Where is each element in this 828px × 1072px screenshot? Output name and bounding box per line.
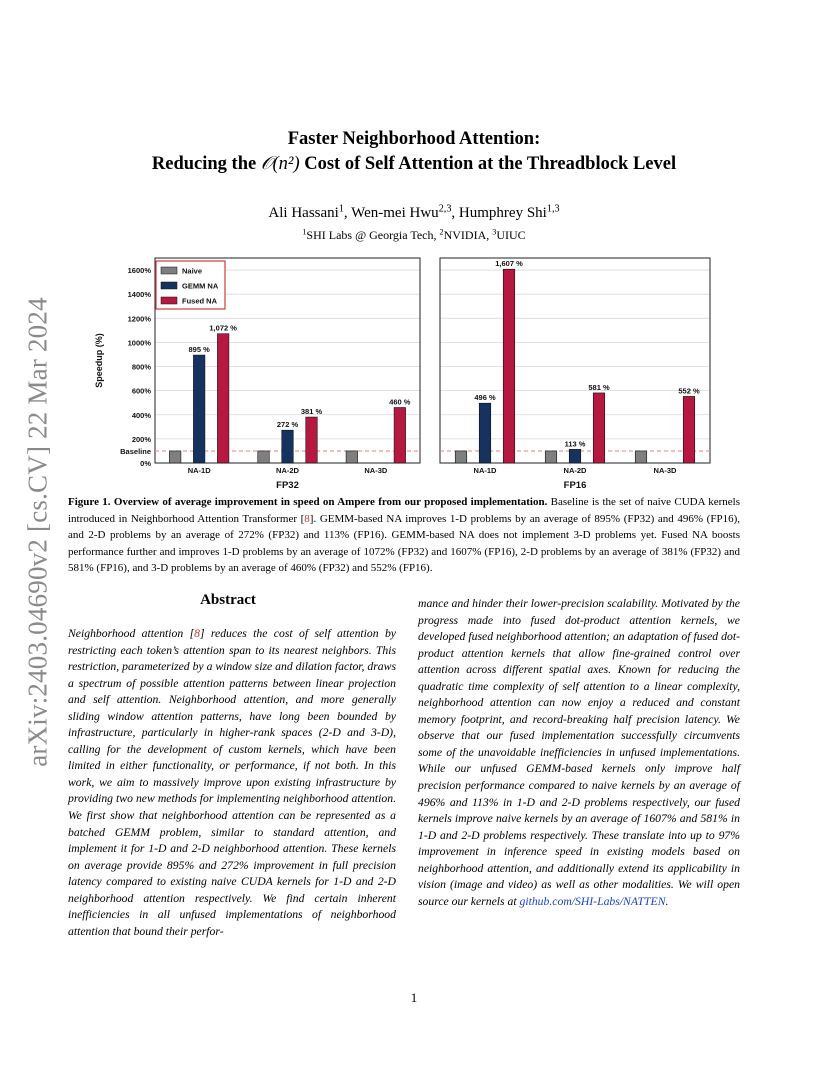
bar-naive: [169, 451, 181, 463]
y-tick-label: 1000%: [127, 338, 151, 348]
data-label: 272 %: [276, 420, 299, 430]
legend-swatch-gemm-na: [161, 282, 177, 289]
y-tick-label: 1400%: [127, 290, 151, 300]
bar-fused-na: [217, 334, 229, 463]
data-label: 496 %: [474, 393, 496, 403]
author-name: Wen-mei Hwu: [351, 205, 439, 221]
legend-swatch-naive: [161, 267, 177, 274]
affil-sup: 2: [439, 227, 444, 237]
abstract-right-column: [418, 596, 740, 910]
author-name: Ali Hassani: [268, 205, 339, 221]
data-label: 552 %: [678, 386, 700, 396]
arxiv-stamp-text: arXiv:2403.04690v2 [cs.CV] 22 Mar 2024: [22, 297, 53, 767]
author-name: Humphrey Shi: [458, 205, 547, 221]
x-tick-label: NA-3D: [653, 466, 677, 475]
abstract-text: mance and hinder their lower-precision scalability. Motivated by the progress made into fused dot-product attention kernels, we developed fused neighborhood attention; an adaptation of fused dot-product attention kernels that allow fine-grained control over attention across different spatial axes. Known for reducing the quadratic time complexity of self attention to a linear complexity, neighborhood attention can now enjoy a reduced and constant memory footprint, and record-breaking half precision latency. We observe that our fused implementation successfully circumvents some of the unavoidable inefficiencies in unfused implementations. While our unfused GEMM-based kernels only improve half precision performance compared to naive kernels by an average of 496% and 113% in 1-D and 2-D problems respectively, our fused kernels improve naive kernels by an average of 1607% and 581% in 1-D and 2-D problems respectively. These translate into up to 97% improvement in inference speed in existing models based on neighborhood attention, and additionally extend its applicability in vision (image and video) as well as other modalities. We will open source our kernels at: [418, 597, 740, 908]
abstract-text: .: [665, 894, 669, 908]
panel-title: FP32: [276, 480, 299, 491]
caption-text: Baseline is the set of naive CUDA kernels introduced in Neighborhood Attention Transformer [: [68, 496, 740, 525]
data-label: 1,072 %: [209, 323, 237, 333]
bar-naive: [545, 451, 557, 463]
data-label: 460 %: [389, 397, 411, 407]
bar-fused-na: [593, 393, 605, 463]
title-text-pre: Reducing the: [151, 154, 261, 174]
bar-fused-na: [306, 417, 318, 463]
paper-title-line-1: Faster Neighborhood Attention:: [287, 129, 541, 149]
abstract-left-column: [68, 626, 396, 940]
citation-link[interactable]: 8: [194, 627, 200, 640]
caption-text: ]. GEMM-based NA improves 1-D problems by an average of 895% (FP32) and 496% (FP16), and 2-D problems by an average of 272% (FP32) and 113% (FP16). GEMM-based NA does not implement 3-D problems yet. Fused NA boosts performance further and improves 1-D problems by an average of 1072% (FP32) and 1607% (FP16), 2-D problems by an average of 381% (FP32) and 581% (FP16), and 3-D problems by an average of 460% (FP32) and 552% (FP16).: [68, 512, 740, 574]
title-text-post: Cost of Self Attention at the Threadblock Level: [299, 154, 677, 174]
github-link[interactable]: github.com/SHI-Labs/NATTEN: [519, 894, 666, 908]
affil-sup: 3: [492, 227, 497, 237]
abstract-text: ] reduces the cost of self attention by restricting each token’s attention span to its nearest neighbors. This restriction, parameterized by a window size and dilation factor, draws a spectrum of possible attention patterns between linear projection and self attention. Neighborhood attention, and more generally sliding window attention patterns, have long been bounded by infrastructure, particularly in higher-rank spaces (2-D and 3-D), calling for the development of custom kernels, which have been limited in either functionality, or performance, if not both. In this work, we aim to massively improve upon existing infrastructure by providing two new methods for implementing neighborhood attention. We first show that neighborhood attention can be represented as a batched GEMM problem, similar to standard attention, and implement it for 1-D and 2-D neighborhood attention. These kernels on average provide 895% and 272% improvement in full precision latency compared to existing naive CUDA kernels for 1-D and 2-D neighborhood attention respectively. We find certain inherent inefficiencies in all unfused implementations of neighborhood attention that bound their perfor-: [68, 627, 396, 938]
figure-1: [90, 252, 730, 492]
bar-naive: [258, 451, 270, 463]
legend-swatch-fused-na: [161, 297, 177, 304]
page-number: 1: [410, 990, 418, 1005]
paper-title-line-2: [0, 152, 828, 177]
author-affil-sup: 1: [338, 203, 344, 215]
citation-link[interactable]: 8: [304, 512, 310, 525]
affiliation-list: $^1$SHI Labs @ Georgia Tech, $^2$NVIDIA, $^3$UIUC: [302, 227, 526, 242]
y-tick-label: 600%: [131, 386, 151, 396]
bar-naive: [455, 451, 467, 463]
affiliation: SHI Labs @ Georgia Tech: [306, 228, 434, 242]
affiliation: NVIDIA: [443, 228, 487, 242]
arxiv-stamp: [18, 282, 58, 782]
affiliation: UIUC: [496, 228, 526, 242]
abstract-text: Neighborhood attention [: [68, 627, 195, 640]
author-affil-sup: 2,3: [438, 203, 452, 215]
bar-gemm-na: [569, 449, 581, 463]
x-tick-label: NA-2D: [276, 466, 299, 475]
figure-caption: [68, 494, 740, 577]
bar-fused-na: [394, 408, 406, 463]
legend-label: GEMM NA: [182, 281, 219, 291]
data-label: 113 %: [564, 439, 586, 449]
x-tick-label: NA-1D: [473, 466, 497, 475]
x-tick-label: NA-1D: [187, 466, 211, 475]
y-tick-label: 1200%: [127, 314, 151, 324]
x-tick-label: NA-3D: [364, 466, 388, 475]
bar-fused-na: [503, 269, 515, 463]
legend-label: Fused NA: [182, 296, 218, 306]
data-label: 1,607 %: [495, 259, 523, 269]
bar-gemm-na: [193, 355, 205, 463]
data-label: 895 %: [188, 345, 210, 355]
author-list: Ali Hassani$^1$, Wen-mei Hwu$^{2,3}$, Humphrey Shi$^{1,3}$: [268, 203, 560, 221]
bar-fused-na: [683, 396, 695, 463]
bar-gemm-na: [282, 430, 294, 463]
affil-sup: 1: [302, 227, 307, 237]
y-tick-label: 200%: [131, 434, 151, 444]
bar-naive: [346, 451, 358, 463]
legend-label: Naive: [182, 266, 203, 276]
data-label: 581 %: [588, 382, 610, 392]
y-axis-label: Speedup (%): [94, 333, 104, 388]
author-affil-sup: 1,3: [546, 203, 560, 215]
speedup-chart: [90, 252, 730, 492]
data-label: 381 %: [300, 407, 323, 417]
y-tick-label: Baseline: [120, 446, 151, 456]
bar-naive: [635, 451, 647, 463]
y-tick-label: 800%: [131, 362, 151, 372]
y-tick-label: 1600%: [127, 266, 151, 276]
title-math: 𝒪(n²): [260, 154, 300, 174]
y-tick-label: 400%: [131, 410, 151, 420]
y-tick-label: 0%: [140, 459, 151, 468]
bar-gemm-na: [479, 403, 491, 463]
x-tick-label: NA-2D: [563, 466, 587, 475]
panel-title: FP16: [563, 480, 587, 491]
abstract-heading: Abstract: [200, 592, 256, 608]
caption-title: Figure 1. Overview of average improvement in speed on Ampere from our proposed implementation.: [68, 496, 548, 508]
